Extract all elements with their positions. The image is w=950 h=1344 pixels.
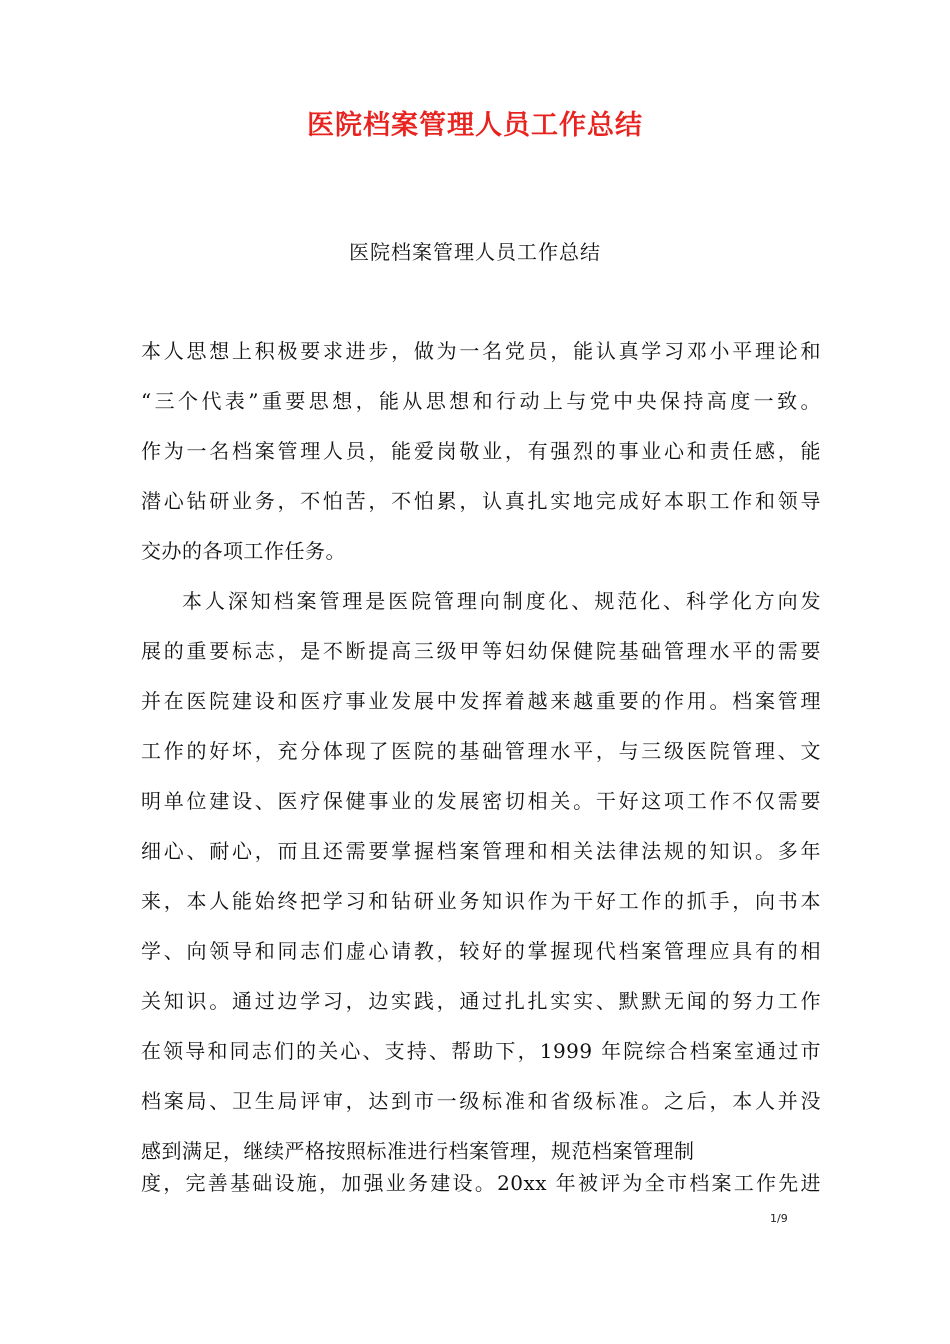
paragraph-line: 来，本人能始终把学习和钻研业务知识作为干好工作的抓手，向书本 [141,889,821,913]
paragraph-line: 并在医院建设和医疗事业发展中发挥着越来越重要的作用。档案管理 [141,689,821,713]
paragraph-line: 工作的好坏，充分体现了医院的基础管理水平，与三级医院管理、文 [141,739,821,763]
paragraph-2 [141,576,821,1208]
paragraph-line: 学、向领导和同志们虚心请教，较好的掌握现代档案管理应具有的相 [141,939,821,963]
paragraph-line: “三个代表”重要思想，能从思想和行动上与党中央保持高度一致。 [141,389,821,413]
paragraph-line: 感到满足，继续严格按照标准进行档案管理，规范档案管理制 [141,1139,695,1163]
paragraph-line: 交办的各项工作任务。 [141,539,346,563]
paragraph-line: 在领导和同志们的关心、支持、帮助下，1999 年院综合档案室通过市 [141,1039,821,1063]
paragraph-line: 本人思想上积极要求进步，做为一名党员，能认真学习邓小平理论和 [141,339,821,363]
paragraph-line: 作为一名档案管理人员，能爱岗敬业，有强烈的事业心和责任感，能 [141,439,821,463]
paragraph-line: 展的重要标志，是不断提高三级甲等妇幼保健院基础管理水平的需要 [141,639,821,663]
paragraph-line: 潜心钻研业务，不怕苦，不怕累，认真扎实地完成好本职工作和领导 [141,489,821,513]
paragraph-line: 档案局、卫生局评审，达到市一级标准和省级标准。之后，本人并没 [141,1089,821,1113]
page-number: 1/9 [770,1212,788,1225]
paragraph-line: 度，完善基础设施，加强业务建设。20xx 年被评为全市档案工作先进 [141,1171,821,1195]
paragraph-line: 关知识。通过边学习，边实践，通过扎扎实实、默默无闻的努力工作 [141,989,821,1013]
document-subtitle: 医院档案管理人员工作总结 [349,240,601,264]
paragraph-line: 明单位建设、医疗保健事业的发展密切相关。干好这项工作不仅需要 [141,789,821,813]
paragraph-1 [141,326,821,576]
paragraph-line: 细心、耐心，而且还需要掌握档案管理和相关法律法规的知识。多年 [141,839,821,863]
paragraph-line: 本人深知档案管理是医院管理向制度化、规范化、科学化方向发 [182,589,821,613]
page-title: 医院档案管理人员工作总结 [307,110,643,141]
